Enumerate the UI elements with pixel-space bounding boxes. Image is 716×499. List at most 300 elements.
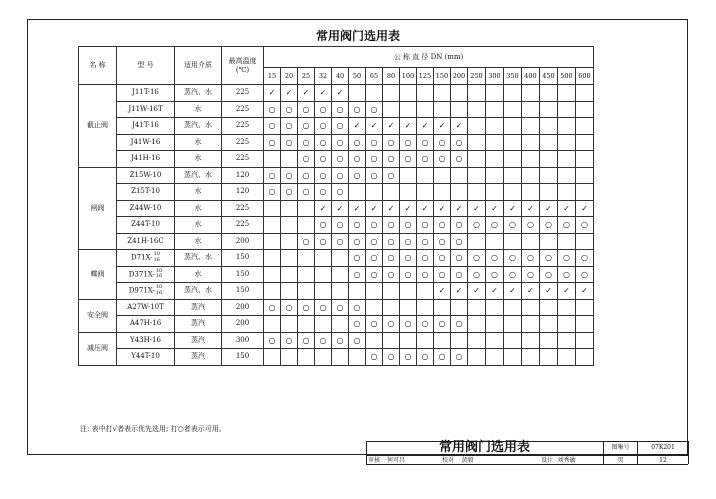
empty-cell (486, 151, 504, 168)
preferred-mark: ✓ (434, 118, 451, 135)
empty-cell (383, 299, 400, 316)
available-mark: ○ (349, 299, 366, 316)
available-mark: ○ (468, 250, 486, 267)
empty-cell (504, 85, 522, 102)
available-mark: ○ (400, 134, 417, 151)
header-maxtemp-unit: (℃) (235, 65, 250, 74)
medium-cell: 水 (175, 233, 222, 250)
temperature-cell: 225 (222, 217, 264, 234)
available-mark: ○ (349, 233, 366, 250)
preferred-mark: ✓ (486, 283, 504, 300)
dn-header-cell: 80 (383, 68, 400, 85)
temperature-cell: 225 (222, 101, 264, 118)
empty-cell (558, 118, 576, 135)
empty-cell (540, 101, 558, 118)
empty-cell (576, 299, 594, 316)
available-mark: ○ (298, 151, 315, 168)
preferred-mark: ✓ (332, 200, 349, 217)
model-cell: Z15T-10 (117, 184, 175, 201)
valve-category: 蝶阀 (79, 250, 117, 300)
empty-cell (281, 250, 298, 267)
header-maxtemp-label: 最高温度 (228, 56, 257, 65)
empty-cell (400, 85, 417, 102)
available-mark: ○ (434, 316, 451, 333)
model-cell (117, 250, 175, 267)
available-mark: ○ (434, 233, 451, 250)
medium-cell: 水 (175, 184, 222, 201)
available-mark: ○ (383, 151, 400, 168)
empty-cell (522, 134, 540, 151)
header-dn-title: 公 称 直 径 DN (mm) (264, 47, 594, 68)
pressure-top: 10 (155, 267, 163, 274)
available-mark: ○ (417, 151, 434, 168)
empty-cell (468, 316, 486, 333)
empty-cell (315, 316, 332, 333)
table-row (79, 118, 594, 135)
available-mark: ○ (332, 134, 349, 151)
empty-cell (366, 283, 383, 300)
preferred-mark: ✓ (558, 283, 576, 300)
empty-cell (383, 85, 400, 102)
empty-cell (540, 167, 558, 184)
available-mark: ○ (383, 217, 400, 234)
available-mark: ○ (281, 167, 298, 184)
available-mark: ○ (486, 217, 504, 234)
model-cell: Z44T-10 (117, 217, 175, 234)
dn-header-cell: 40 (332, 68, 349, 85)
model-cell (117, 283, 175, 300)
temperature-cell: 120 (222, 167, 264, 184)
empty-cell (332, 316, 349, 333)
available-mark: ○ (417, 266, 434, 283)
preferred-mark: ✓ (504, 283, 522, 300)
dn-header-cell: 400 (522, 68, 540, 85)
available-mark: ○ (383, 349, 400, 366)
available-mark: ○ (332, 184, 349, 201)
empty-cell (504, 316, 522, 333)
available-mark: ○ (400, 217, 417, 234)
temperature-cell: 300 (222, 332, 264, 349)
empty-cell (540, 134, 558, 151)
empty-cell (366, 332, 383, 349)
valve-category: 安全阀 (79, 299, 117, 332)
temperature-cell: 150 (222, 250, 264, 267)
medium-cell: 蒸汽、水 (175, 283, 222, 300)
empty-cell (486, 233, 504, 250)
available-mark: ○ (281, 118, 298, 135)
empty-cell (451, 332, 468, 349)
preferred-mark: ✓ (576, 283, 594, 300)
valve-selection-table (78, 46, 594, 366)
available-mark: ○ (366, 250, 383, 267)
empty-cell (522, 167, 540, 184)
pressure-bottom: 16 (153, 256, 160, 263)
preferred-mark: ✓ (417, 118, 434, 135)
available-mark: ○ (298, 101, 315, 118)
available-mark: ○ (434, 266, 451, 283)
preferred-mark: ✓ (468, 283, 486, 300)
available-mark: ○ (417, 250, 434, 267)
preferred-mark: ✓ (540, 200, 558, 217)
dn-header-cell: 15 (264, 68, 281, 85)
table-row (79, 167, 594, 184)
medium-cell: 蒸汽 (175, 349, 222, 366)
header-name: 名 称 (79, 47, 117, 85)
empty-cell (400, 332, 417, 349)
dn-header-cell: 350 (504, 68, 522, 85)
available-mark: ○ (383, 134, 400, 151)
dn-header-cell: 500 (558, 68, 576, 85)
table-row (79, 332, 594, 349)
empty-cell (417, 85, 434, 102)
empty-cell (315, 266, 332, 283)
empty-cell (486, 167, 504, 184)
header-row (79, 47, 594, 68)
available-mark: ○ (315, 101, 332, 118)
preferred-mark: ✓ (540, 283, 558, 300)
available-mark: ○ (383, 167, 400, 184)
available-mark: ○ (417, 217, 434, 234)
titleblock-atlas-no: 07K201 (651, 444, 675, 451)
table-row (79, 217, 594, 234)
empty-cell (468, 299, 486, 316)
titleblock-designer: 刘秀敏 (557, 457, 576, 464)
temperature-cell: 225 (222, 151, 264, 168)
footnote: 注: 表中打√者表示优先选用; 打○者表示可用。 (80, 425, 226, 433)
available-mark: ○ (315, 299, 332, 316)
available-mark: ○ (332, 332, 349, 349)
empty-cell (366, 184, 383, 201)
empty-cell (298, 349, 315, 366)
available-mark: ○ (315, 233, 332, 250)
empty-cell (281, 151, 298, 168)
preferred-mark: ✓ (349, 118, 366, 135)
available-mark: ○ (349, 101, 366, 118)
empty-cell (451, 101, 468, 118)
empty-cell (468, 134, 486, 151)
available-mark: ○ (558, 266, 576, 283)
temperature-cell: 200 (222, 233, 264, 250)
empty-cell (468, 85, 486, 102)
empty-cell (332, 250, 349, 267)
temperature-cell: 150 (222, 283, 264, 300)
model-cell: A27W-10T (117, 299, 175, 316)
empty-cell (264, 316, 281, 333)
available-mark: ○ (400, 151, 417, 168)
available-mark: ○ (522, 217, 540, 234)
dn-header-cell: 20 (281, 68, 298, 85)
medium-cell: 蒸汽 (175, 299, 222, 316)
available-mark: ○ (576, 266, 594, 283)
titleblock-reviewer: 何可昌 (386, 457, 405, 464)
available-mark: ○ (315, 134, 332, 151)
available-mark: ○ (298, 233, 315, 250)
available-mark: ○ (540, 217, 558, 234)
dn-header-cell: 600 (576, 68, 594, 85)
empty-cell (540, 85, 558, 102)
empty-cell (558, 233, 576, 250)
empty-cell (576, 316, 594, 333)
empty-cell (504, 332, 522, 349)
available-mark: ○ (366, 217, 383, 234)
empty-cell (298, 283, 315, 300)
available-mark: ○ (315, 118, 332, 135)
titleblock-check-label: 校对 (441, 457, 454, 464)
medium-cell: 蒸汽 (175, 332, 222, 349)
empty-cell (486, 316, 504, 333)
model-cell: Y43H-16 (117, 332, 175, 349)
empty-cell (504, 167, 522, 184)
empty-cell (468, 184, 486, 201)
header-model: 型 号 (117, 47, 175, 85)
preferred-mark: ✓ (332, 85, 349, 102)
available-mark: ○ (264, 101, 281, 118)
available-mark: ○ (264, 299, 281, 316)
table-row (79, 233, 594, 250)
available-mark: ○ (349, 134, 366, 151)
empty-cell (576, 332, 594, 349)
empty-cell (315, 349, 332, 366)
available-mark: ○ (417, 134, 434, 151)
empty-cell (417, 184, 434, 201)
available-mark: ○ (349, 266, 366, 283)
empty-cell (558, 101, 576, 118)
empty-cell (451, 299, 468, 316)
available-mark: ○ (451, 233, 468, 250)
table-row (79, 349, 594, 366)
pressure-bottom: 16 (155, 289, 163, 296)
table-row (79, 283, 594, 300)
empty-cell (522, 151, 540, 168)
dn-header-cell: 200 (451, 68, 468, 85)
available-mark: ○ (264, 184, 281, 201)
empty-cell (264, 266, 281, 283)
empty-cell (540, 316, 558, 333)
model-cell: J41T-16 (117, 118, 175, 135)
empty-cell (298, 217, 315, 234)
available-mark: ○ (468, 217, 486, 234)
available-mark: ○ (332, 217, 349, 234)
medium-cell: 蒸汽、水 (175, 118, 222, 135)
titleblock-title: 常用阀门选用表 (438, 440, 530, 455)
empty-cell (417, 299, 434, 316)
available-mark: ○ (281, 134, 298, 151)
available-mark: ○ (315, 217, 332, 234)
empty-cell (332, 266, 349, 283)
available-mark: ○ (332, 118, 349, 135)
empty-cell (576, 151, 594, 168)
empty-cell (522, 316, 540, 333)
preferred-mark: ✓ (451, 200, 468, 217)
table-row (79, 250, 594, 267)
preferred-mark: ✓ (349, 200, 366, 217)
empty-cell (468, 167, 486, 184)
empty-cell (298, 266, 315, 283)
available-mark: ○ (434, 134, 451, 151)
empty-cell (298, 316, 315, 333)
available-mark: ○ (332, 151, 349, 168)
empty-cell (576, 118, 594, 135)
table-row (79, 316, 594, 333)
temperature-cell: 225 (222, 118, 264, 135)
preferred-mark: ✓ (522, 283, 540, 300)
dn-header-cell: 25 (298, 68, 315, 85)
available-mark: ○ (468, 266, 486, 283)
available-mark: ○ (486, 266, 504, 283)
empty-cell (349, 184, 366, 201)
titleblock-page-label: 页 (617, 457, 624, 464)
table-row (79, 151, 594, 168)
empty-cell (540, 233, 558, 250)
available-mark: ○ (504, 217, 522, 234)
available-mark: ○ (349, 217, 366, 234)
available-mark: ○ (264, 167, 281, 184)
empty-cell (558, 349, 576, 366)
preferred-mark: ✓ (486, 200, 504, 217)
medium-cell: 蒸汽、水 (175, 250, 222, 267)
pressure-bottom: 16 (155, 273, 163, 280)
preferred-mark: ✓ (558, 200, 576, 217)
empty-cell (434, 299, 451, 316)
empty-cell (383, 184, 400, 201)
empty-cell (315, 250, 332, 267)
empty-cell (540, 151, 558, 168)
temperature-cell: 225 (222, 134, 264, 151)
dn-header-cell: 65 (366, 68, 383, 85)
dn-header-cell: 50 (349, 68, 366, 85)
medium-cell: 蒸汽 (175, 316, 222, 333)
empty-cell (264, 250, 281, 267)
preferred-mark: ✓ (366, 200, 383, 217)
empty-cell (504, 134, 522, 151)
empty-cell (434, 167, 451, 184)
header-maxtemp (222, 47, 264, 85)
model-cell: J11T-16 (117, 85, 175, 102)
titleblock-design-label: 设计 (540, 457, 553, 464)
preferred-mark: ✓ (383, 200, 400, 217)
empty-cell (558, 299, 576, 316)
available-mark: ○ (451, 151, 468, 168)
empty-cell (522, 85, 540, 102)
preferred-mark: ✓ (451, 118, 468, 135)
available-mark: ○ (522, 266, 540, 283)
titleblock-checker: 黄毅 (461, 457, 474, 464)
empty-cell (486, 349, 504, 366)
model-cell: Z41H-16C (117, 233, 175, 250)
empty-cell (468, 151, 486, 168)
valve-category: 截止阀 (79, 85, 117, 168)
available-mark: ○ (315, 167, 332, 184)
empty-cell (540, 332, 558, 349)
empty-cell (417, 101, 434, 118)
available-mark: ○ (366, 233, 383, 250)
available-mark: ○ (434, 217, 451, 234)
available-mark: ○ (434, 349, 451, 366)
preferred-mark: ✓ (315, 85, 332, 102)
empty-cell (264, 151, 281, 168)
empty-cell (332, 283, 349, 300)
empty-cell (281, 200, 298, 217)
available-mark: ○ (486, 250, 504, 267)
empty-cell (558, 151, 576, 168)
empty-cell (400, 299, 417, 316)
empty-cell (576, 101, 594, 118)
empty-cell (264, 349, 281, 366)
preferred-mark: ✓ (451, 283, 468, 300)
empty-cell (540, 349, 558, 366)
empty-cell (264, 217, 281, 234)
medium-cell: 水 (175, 217, 222, 234)
dn-header-cell: 100 (400, 68, 417, 85)
empty-cell (400, 167, 417, 184)
temperature-cell: 200 (222, 316, 264, 333)
available-mark: ○ (366, 101, 383, 118)
empty-cell (400, 283, 417, 300)
available-mark: ○ (400, 233, 417, 250)
available-mark: ○ (400, 349, 417, 366)
empty-cell (366, 85, 383, 102)
available-mark: ○ (451, 134, 468, 151)
empty-cell (486, 101, 504, 118)
available-mark: ○ (298, 118, 315, 135)
empty-cell (281, 233, 298, 250)
model-text: D71X- (131, 253, 153, 262)
available-mark: ○ (315, 184, 332, 201)
available-mark: ○ (264, 332, 281, 349)
preferred-mark: ✓ (434, 283, 451, 300)
empty-cell (264, 283, 281, 300)
table-row (79, 184, 594, 201)
empty-cell (349, 349, 366, 366)
available-mark: ○ (558, 250, 576, 267)
available-mark: ○ (558, 217, 576, 234)
empty-cell (558, 316, 576, 333)
empty-cell (558, 134, 576, 151)
empty-cell (522, 349, 540, 366)
table-row (79, 85, 594, 102)
preferred-mark: ✓ (434, 200, 451, 217)
empty-cell (576, 184, 594, 201)
available-mark: ○ (434, 250, 451, 267)
pressure-top: 10 (153, 251, 160, 258)
empty-cell (281, 316, 298, 333)
medium-cell: 蒸汽、水 (175, 167, 222, 184)
empty-cell (434, 85, 451, 102)
model-cell: Z44W-10 (117, 200, 175, 217)
empty-cell (264, 233, 281, 250)
empty-cell (468, 118, 486, 135)
pressure-top: 10 (155, 284, 163, 291)
dn-header-cell: 150 (434, 68, 451, 85)
empty-cell (576, 134, 594, 151)
table-row (79, 299, 594, 316)
available-mark: ○ (383, 266, 400, 283)
available-mark: ○ (366, 316, 383, 333)
available-mark: ○ (366, 349, 383, 366)
model-text: D971X- (128, 286, 155, 295)
available-mark: ○ (400, 316, 417, 333)
empty-cell (281, 349, 298, 366)
empty-cell (434, 101, 451, 118)
model-cell (117, 266, 175, 283)
available-mark: ○ (576, 250, 594, 267)
empty-cell (468, 233, 486, 250)
empty-cell (522, 101, 540, 118)
preferred-mark: ✓ (315, 200, 332, 217)
dn-header-cell: 125 (417, 68, 434, 85)
table-row (79, 134, 594, 151)
empty-cell (522, 332, 540, 349)
